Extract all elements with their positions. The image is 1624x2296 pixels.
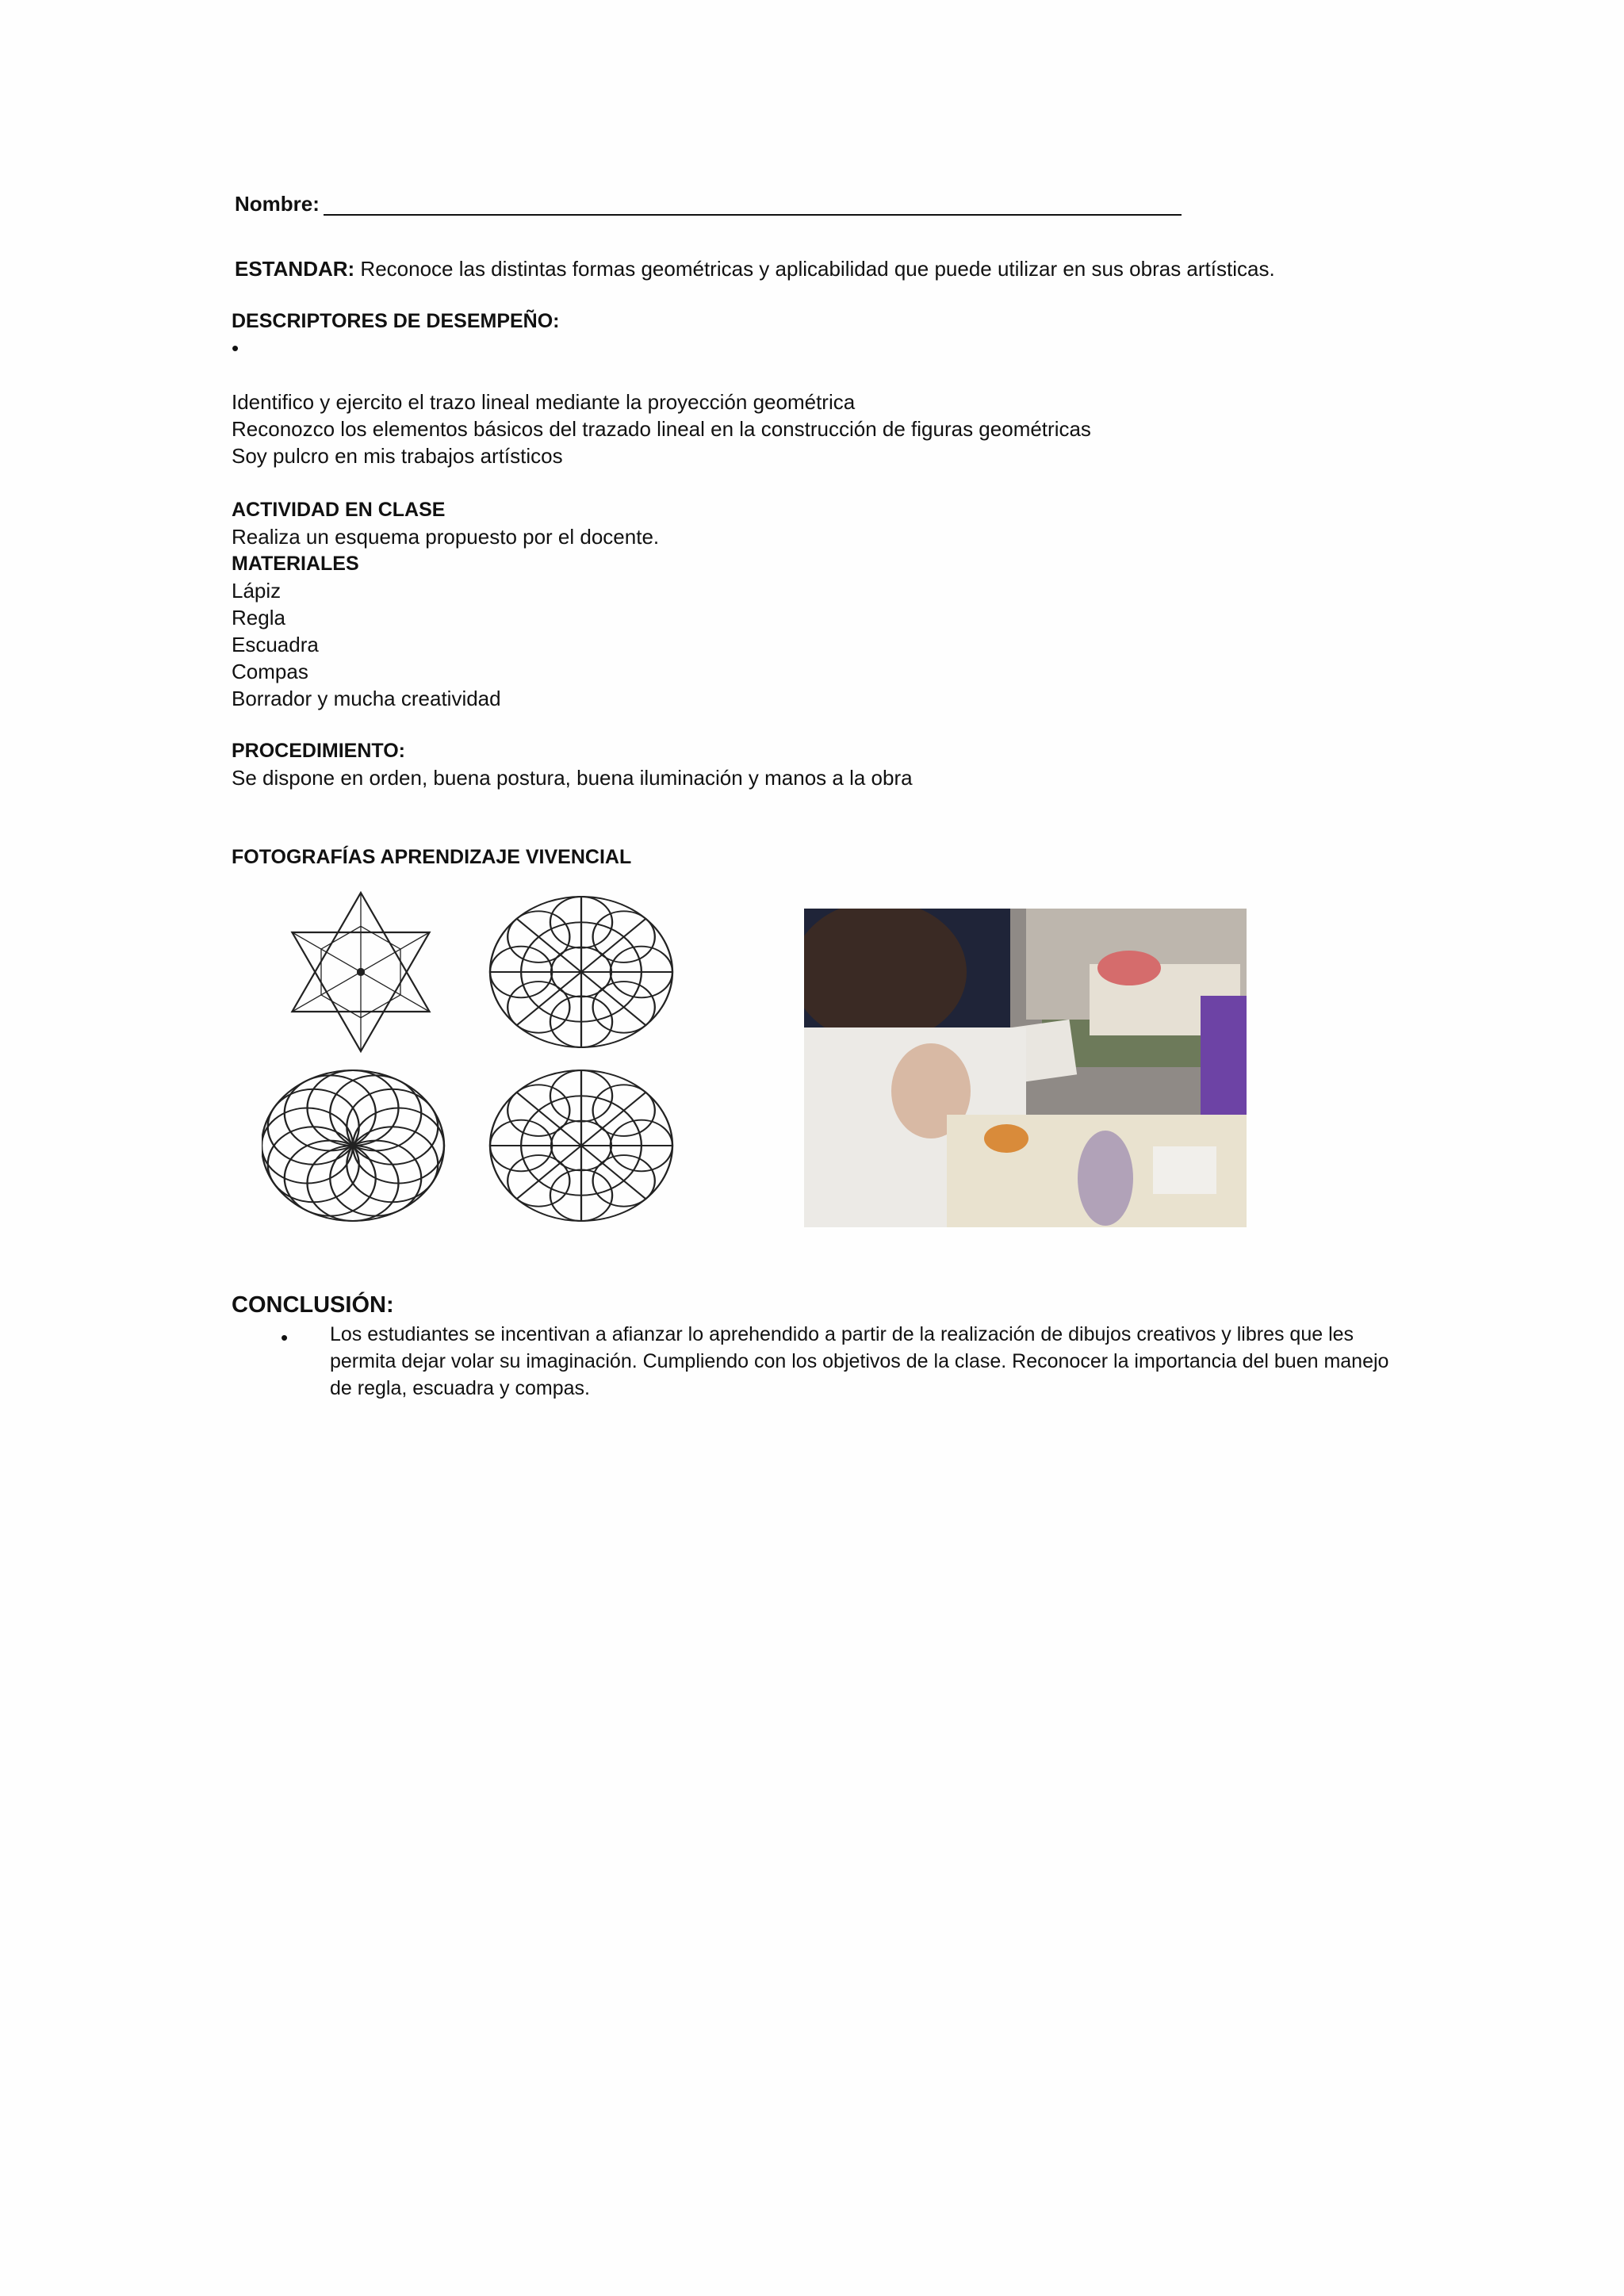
descriptor-item: Identifico y ejercito el trazo lineal mediante la proyección geométrica bbox=[232, 390, 856, 414]
estandar-paragraph bbox=[235, 255, 1275, 282]
actividad-title: ACTIVIDAD EN CLASE bbox=[232, 499, 446, 521]
actividad-text: Realiza un esquema propuesto por el docente. bbox=[232, 525, 660, 549]
nombre-blank-line bbox=[324, 214, 1182, 216]
conclusion-title: CONCLUSIÓN: bbox=[232, 1292, 394, 1318]
procedimiento-title: PROCEDIMIENTO: bbox=[232, 740, 405, 762]
classroom-photo bbox=[804, 909, 1247, 1227]
material-item: Escuadra bbox=[232, 633, 319, 656]
estandar-label: ESTANDAR: bbox=[235, 257, 355, 281]
geometric-designs-image bbox=[262, 888, 706, 1237]
procedimiento-text: Se dispone en orden, buena postura, buena iluminación y manos a la obra bbox=[232, 766, 913, 790]
conclusion-bullet: • bbox=[281, 1326, 289, 1349]
material-item: Lápiz bbox=[232, 579, 282, 603]
estandar-text: Reconoce las distintas formas geométricas y aplicabilidad que puede utilizar en sus obras artísticas. bbox=[354, 257, 1275, 281]
materiales-title: MATERIALES bbox=[232, 553, 359, 575]
descriptor-item: Reconozco los elementos básicos del trazado lineal en la construcción de figuras geométricas bbox=[232, 417, 1091, 441]
material-item: Borrador y mucha creatividad bbox=[232, 687, 501, 710]
conclusion-text: Los estudiantes se incentivan a afianzar lo aprehendido a partir de la realización de dibujos creativos y libres que les permita dejar volar su imaginación. Cumpliendo con los objetivos de la clase. Reconocer la importancia del buen manejo de regla, escuadra y compas. bbox=[330, 1323, 1389, 1399]
descriptor-item: Soy pulcro en mis trabajos artísticos bbox=[232, 444, 563, 468]
nombre-label: Nombre: bbox=[235, 192, 320, 216]
descriptores-bullet: • bbox=[232, 336, 239, 360]
descriptores-title: DESCRIPTORES DE DESEMPEÑO: bbox=[232, 310, 560, 332]
material-item: Regla bbox=[232, 606, 285, 629]
fotografias-title: FOTOGRAFÍAS APRENDIZAJE VIVENCIAL bbox=[232, 846, 632, 868]
material-item: Compas bbox=[232, 660, 308, 683]
